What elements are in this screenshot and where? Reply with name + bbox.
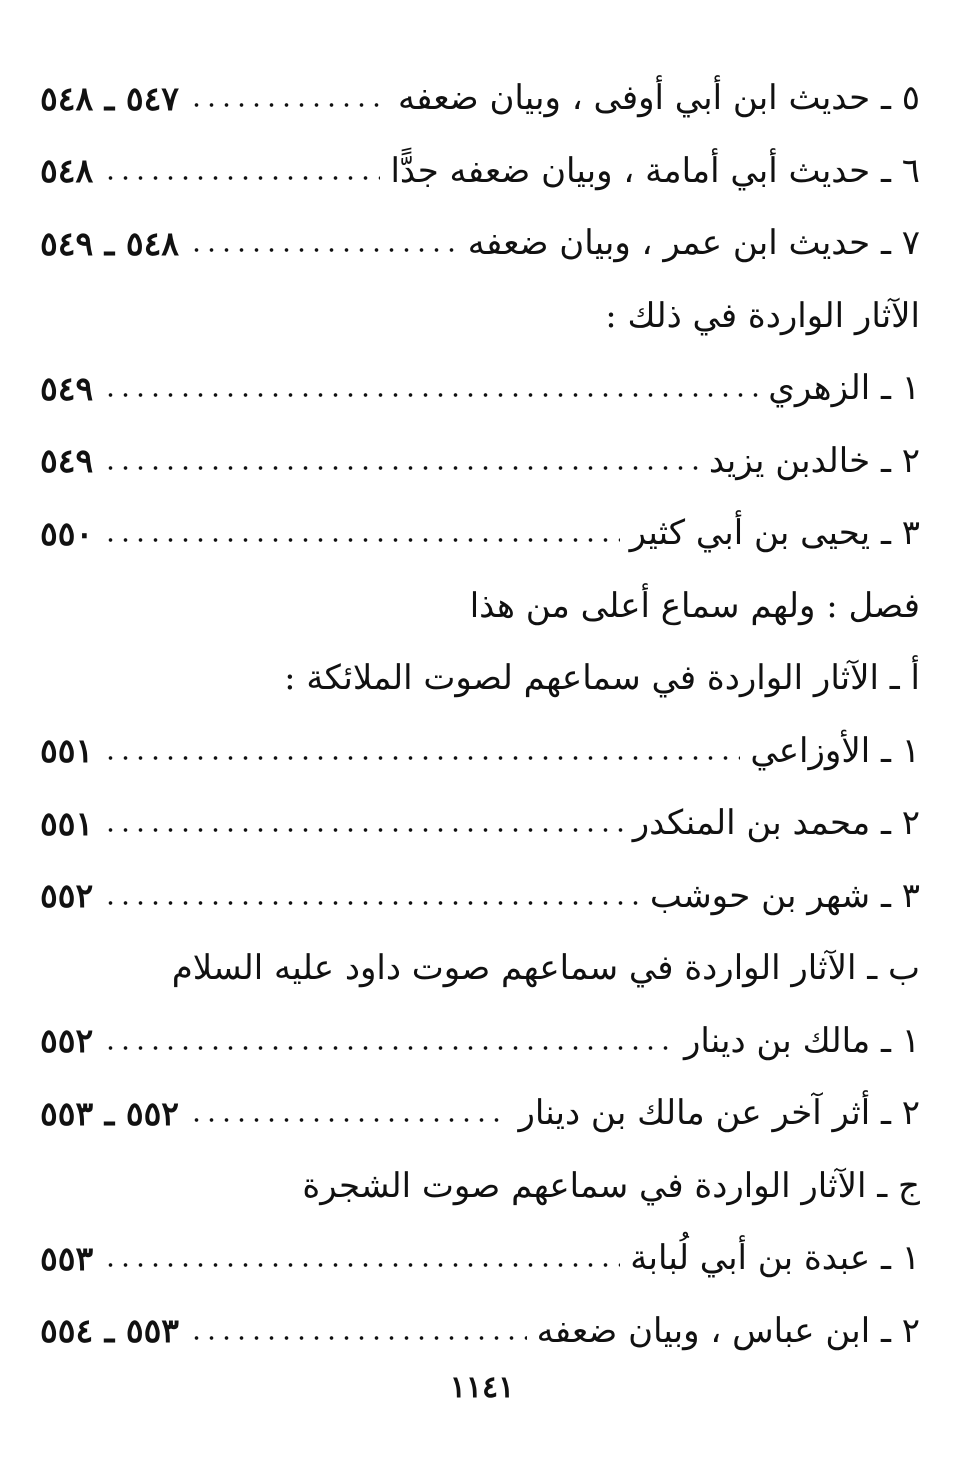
dot-leader: [189, 1334, 527, 1342]
toc-entry: [40, 1005, 920, 1078]
entry-pages: ٥٤٨: [40, 151, 94, 191]
entry-title: ١ ـ عبدة بن أبي لُبابة: [630, 1238, 920, 1279]
section-heading: [40, 1150, 920, 1223]
heading-title: ب ـ الآثار الواردة في سماعهم صوت داود عليه السلام: [171, 948, 920, 989]
entry-pages: ٥٤٨ ـ ٥٤٩: [40, 223, 180, 263]
entry-title: ٢ ـ خالدبن يزيد: [708, 440, 920, 481]
entry-title: ٥ ـ حديث ابن أبي أوفى ، وبيان ضعفه: [397, 78, 920, 119]
toc-entry: [40, 352, 920, 425]
entry-pages: ٥٥٣: [40, 1238, 94, 1278]
section-heading: [40, 932, 920, 1005]
entry-title: ١ ـ الأوزاعي: [750, 730, 920, 771]
heading-title: ج ـ الآثار الواردة في سماعهم صوت الشجرة: [302, 1165, 920, 1206]
entry-pages: ٥٥٢: [40, 1021, 94, 1061]
toc-entry: [40, 207, 920, 280]
entry-pages: ٥٥١: [40, 803, 94, 843]
dot-leader: [189, 1116, 508, 1124]
entry-title: ١ ـ مالك بن دينار: [683, 1020, 920, 1061]
entry-title: ٣ ـ يحيى بن أبي كثير: [629, 513, 920, 554]
dot-leader: [103, 899, 640, 907]
section-heading: [40, 280, 920, 353]
entry-title: ٢ ـ أثر آخر عن مالك بن دينار: [518, 1093, 920, 1134]
entry-title: ٢ ـ محمد بن المنكدر: [632, 803, 920, 844]
entry-title: ٣ ـ شهر بن حوشب: [649, 875, 920, 916]
toc-entry: [40, 860, 920, 933]
heading-title: الآثار الواردة في ذلك :: [605, 295, 920, 336]
entry-pages: ٥٤٩: [40, 441, 94, 481]
table-of-contents: [40, 62, 920, 1367]
toc-entry: [40, 715, 920, 788]
section-heading: [40, 570, 920, 643]
entry-pages: ٥٥٠: [40, 513, 94, 553]
dot-leader: [103, 391, 758, 399]
page-number: ١١٤١: [449, 1370, 515, 1405]
dot-leader: [103, 826, 623, 834]
dot-leader: [103, 464, 699, 472]
dot-leader: [189, 101, 388, 109]
entry-pages: ٥٥٢: [40, 876, 94, 916]
entry-title: ٦ ـ حديث أبي أمامة ، وبيان ضعفه جدًّا: [390, 150, 920, 191]
entry-title: ١ ـ الزهري: [768, 368, 920, 409]
heading-title: أ ـ الآثار الواردة في سماعهم لصوت الملائكة :: [284, 658, 920, 699]
toc-entry: [40, 1295, 920, 1368]
toc-entry: [40, 425, 920, 498]
dot-leader: [103, 754, 740, 762]
dot-leader: [103, 1261, 620, 1269]
toc-entry: [40, 1222, 920, 1295]
toc-entry: [40, 497, 920, 570]
entry-pages: ٥٥٣ ـ ٥٥٤: [40, 1311, 180, 1351]
entry-pages: ٥٥١: [40, 731, 94, 771]
dot-leader: [189, 246, 458, 254]
entry-pages: ٥٤٧ ـ ٥٤٨: [40, 78, 180, 118]
dot-leader: [103, 536, 619, 544]
section-heading: [40, 642, 920, 715]
entry-title: ٧ ـ حديث ابن عمر ، وبيان ضعفه: [467, 223, 920, 264]
entry-title: ٢ ـ ابن عباس ، وبيان ضعفه: [536, 1310, 920, 1351]
toc-entry: [40, 135, 920, 208]
dot-leader: [103, 1044, 674, 1052]
toc-entry: [40, 62, 920, 135]
entry-pages: ٥٤٩: [40, 368, 94, 408]
dot-leader: [103, 174, 380, 182]
entry-pages: ٥٥٢ ـ ٥٥٣: [40, 1093, 180, 1133]
toc-entry: [40, 1077, 920, 1150]
toc-entry: [40, 787, 920, 860]
heading-title: فصل : ولهم سماع أعلى من هذا: [469, 585, 920, 626]
